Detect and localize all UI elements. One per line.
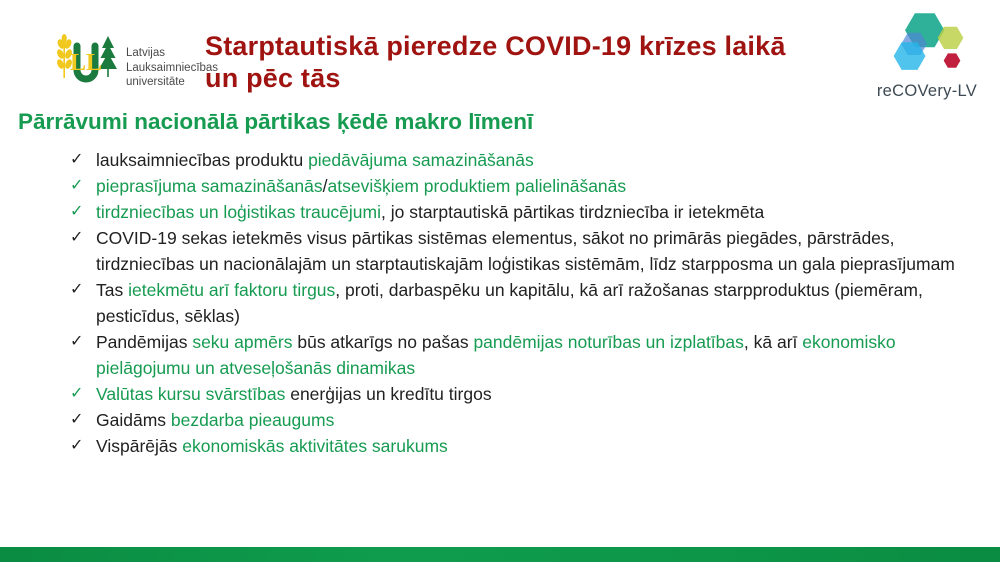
bullet-text-segment: piedāvājuma samazināšanās [308,150,534,170]
list-item [70,381,970,407]
bullet-text-segment: ietekmētu arī faktoru tirgus [128,280,336,300]
university-emblem-icon [55,34,117,102]
checkmark-icon: ✓ [70,177,84,194]
list-item [70,147,970,173]
list-item [70,433,970,459]
university-name-line1: Latvijas [126,46,165,59]
bullet-text-segment: , kā arī [743,332,803,352]
bullet-text-segment: tirdzniecības un loģistikas traucējumi [96,202,381,222]
list-item [70,407,970,433]
recovery-hexagons-icon [875,6,979,78]
list-item [70,329,970,381]
bullet-text-segment: , jo starptautiskā pārtikas tirdzniecība ir ietekmēta [381,202,765,222]
checkmark-icon: ✓ [70,151,84,168]
bullet-text-segment: Vispārējās [96,436,183,456]
bullet-text-segment: lauksaimniecības produktu [96,150,309,170]
project-logo [868,6,986,101]
university-logo [55,34,218,102]
bullet-text-segment: pieprasījuma samazināšanās [96,176,323,196]
list-item [70,277,970,329]
slide-title-line2: un pēc tās [205,63,341,94]
checkmark-icon: ✓ [70,385,84,402]
checkmark-icon: ✓ [70,229,84,246]
svg-text:LL: LL [69,50,103,76]
list-item [70,173,970,199]
section-heading: Pārrāvumi nacionālā pārtikas ķēdē makro līmenī [18,109,534,134]
checkmark-icon: ✓ [70,203,84,220]
list-item [70,225,970,277]
checkmark-icon: ✓ [70,411,84,428]
checkmark-icon: ✓ [70,437,84,454]
bullet-text-segment: Valūtas kursu svārstības [96,384,286,404]
bullet-text-segment: ekonomiskās aktivitātes sarukums [182,436,448,456]
slide-title [205,30,875,95]
list-item [70,199,970,225]
project-logo-label: reCOVery-LV [876,82,978,100]
bullet-text-segment: atsevišķiem produktiem palielināšanās [327,176,627,196]
bullet-text-segment: pandēmijas noturības un izplatības [473,332,744,352]
footer-accent-bar [0,547,1000,562]
bullet-text-segment: Gaidāms [96,410,171,430]
slide-header [0,0,1000,108]
university-name-line3: universitāte [126,76,185,89]
bullet-text-segment: enerģijas un kredītu tirgos [285,384,492,404]
bullet-text-segment: bezdarba pieaugums [170,410,335,430]
university-name-line2: Lauksaimniecības [126,61,219,74]
bullet-text-segment: Tas [96,280,129,300]
bullet-text-segment: / [322,176,328,196]
bullet-text-segment: seku apmērs [192,332,298,352]
checkmark-icon: ✓ [70,281,84,298]
bullet-text-segment: Pandēmijas [96,332,193,352]
slide-title-line1: Starptautiskā pieredze COVID-19 krīzes laikā [205,31,786,61]
bullet-list [70,147,970,459]
bullet-text-segment: ekonomisko pielāgojumu un atveseļošanās dinamikas [96,332,896,378]
checkmark-icon: ✓ [70,333,84,350]
bullet-text-segment: , proti, darbaspēku un kapitālu, kā arī ražošanas starpproduktus (piemēram, pesticīdus, sēklas) [96,280,923,326]
bullet-text-segment: būs atkarīgs no pašas [297,332,474,352]
bullet-text-segment: COVID-19 sekas ietekmēs visus pārtikas sistēmas elementus, sākot no primārās piegādes, pārstrādes, tirdzniecības un nacionālajām un starptautiskajām loģistikas sistēmām, līdz starpposma un gala pieprasījumam [96,228,955,274]
